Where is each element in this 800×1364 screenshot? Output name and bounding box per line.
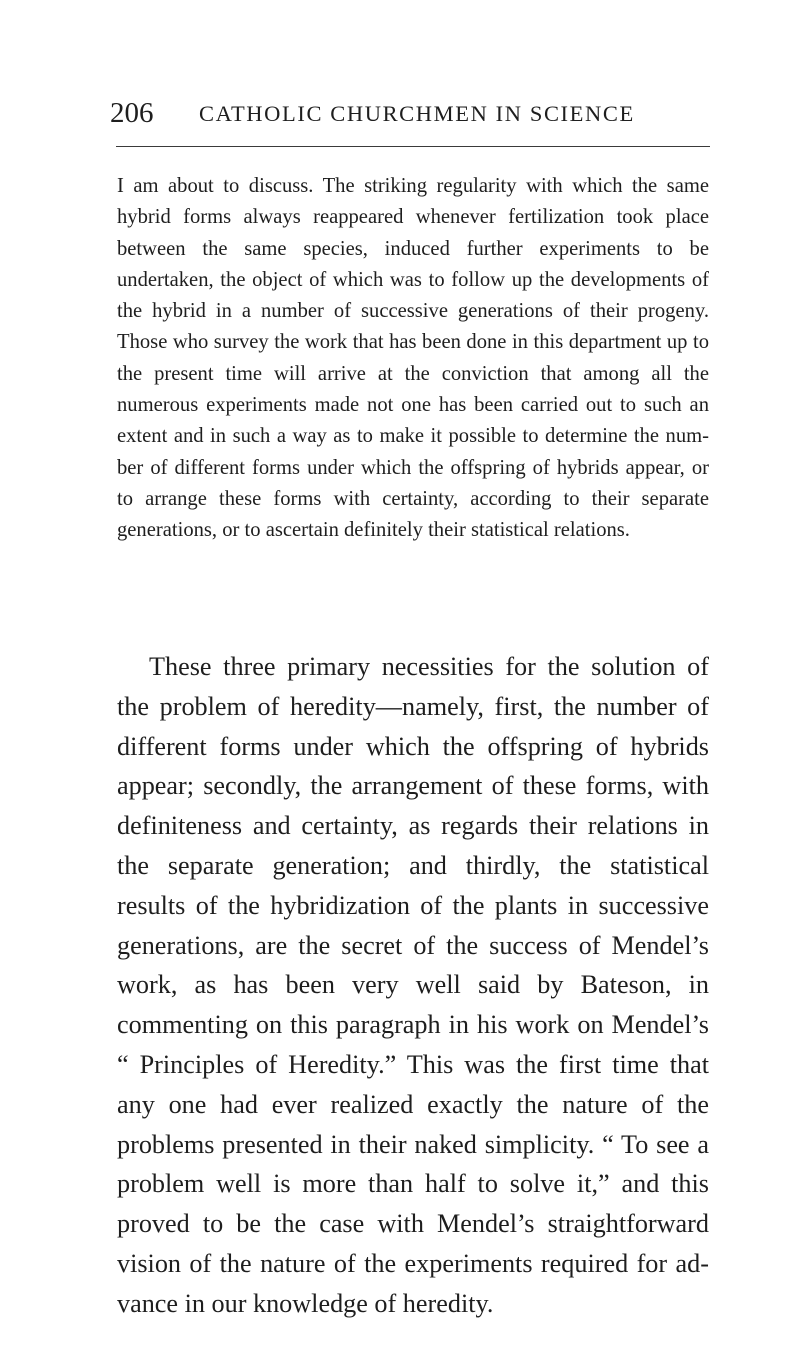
page-number: 206: [110, 97, 154, 129]
running-head: [110, 97, 710, 137]
body-paragraph: These three primary necessities for the solution of the problem of heredity—namely, first, the number of different forms under which the offspring of hybrids appear; secondly, the arrangement of these forms, with definiteness and certainty, as regards their relations in the separate generation; and thirdly, the statistical results of the hybridization of the plants in successive generations, are the secret of the success of Mendel’s work, as has been very well said by Bateson, in commenting on this paragraph in his work on Mendel’s “ Principles of Heredity.” This was the first time that any one had ever realized exactly the nature of the problems presented in their naked simplicity. “ To see a problem well is more than half to solve it,” and this proved to be the case with Mendel’s straightforward vision of the nature of the experiments required for advance in our knowledge of heredity.: [117, 652, 709, 1318]
quoted-paragraph: I am about to discuss. The striking regularity with which the same hybrid forms always reappeared whenever fertilization took place between the same species, induced further experiments to be undertaken, the object of which was to follow up the developments of the hybrid in a number of successive generations of their progeny. Those who survey the work that has been done in this department up to the present time will arrive at the conviction that among all the numerous experiments made not one has been carried out to such an extent and in such a way as to make it possible to determine the number of different forms under which the offspring of hybrids appear, or to arrange these forms with certainty, according to their separate generations, or to ascertain definitely their statistical relations.: [117, 175, 709, 542]
running-title: CATHOLIC CHURCHMEN IN SCIENCE: [199, 101, 635, 126]
header-rule: [116, 146, 710, 147]
